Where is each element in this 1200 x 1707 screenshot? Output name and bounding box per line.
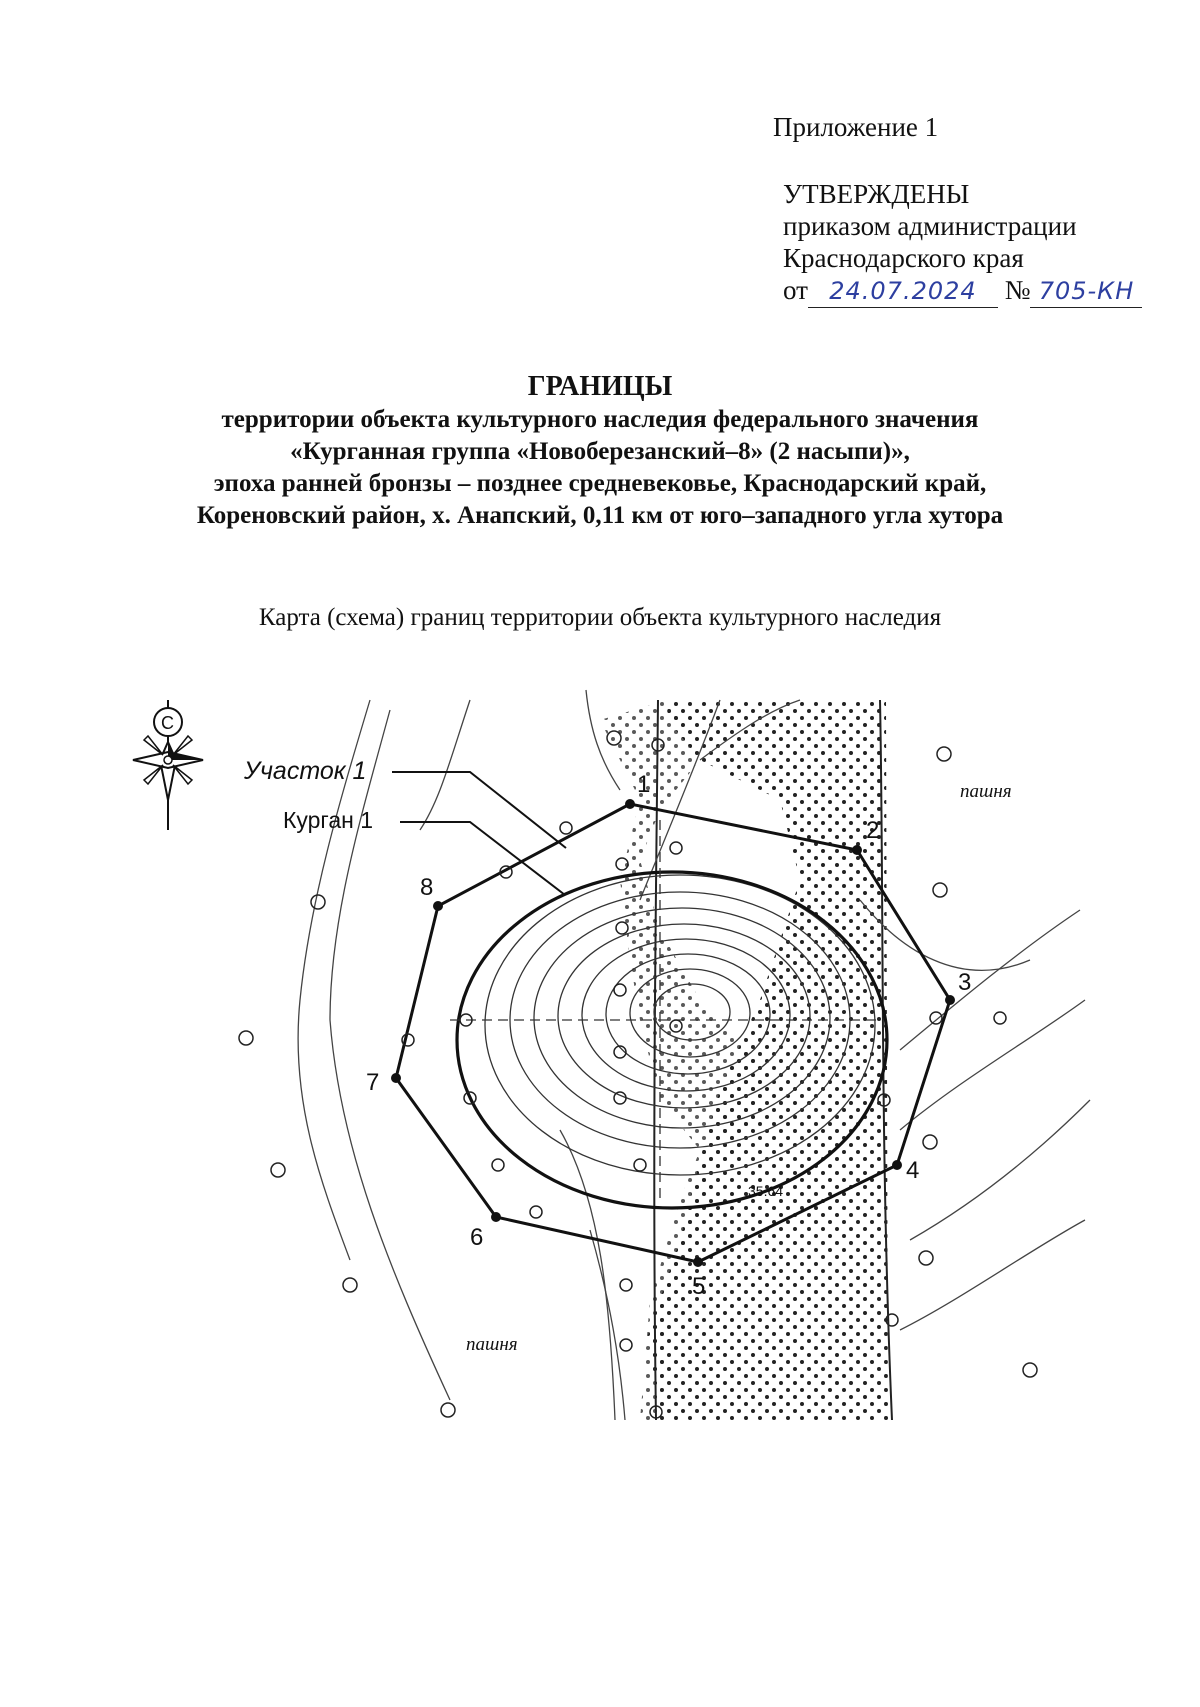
- point-label-1: 1: [637, 771, 651, 798]
- benchmark-marker: [614, 984, 626, 996]
- appendix-label: Приложение 1: [773, 112, 939, 142]
- date-prefix: от: [783, 275, 808, 305]
- boundary-point-6: [491, 1212, 501, 1222]
- point-label-3: 3: [958, 969, 972, 996]
- boundary-point-8: [433, 901, 443, 911]
- label-leaders: [392, 772, 566, 895]
- label-mound: Курган 1: [283, 807, 373, 833]
- benchmark-marker: [670, 842, 682, 854]
- number-handwritten: 705-КН: [1038, 277, 1135, 305]
- boundary-point-4: [892, 1160, 902, 1170]
- benchmark-marker: [343, 1278, 357, 1292]
- boundary-point-3: [945, 995, 955, 1005]
- approval-title: УТВЕРЖДЕНЫ: [783, 179, 970, 209]
- point-label-8: 8: [420, 874, 434, 901]
- benchmark-marker: [923, 1135, 937, 1149]
- boundary-point-5: [693, 1257, 703, 1267]
- benchmark-marker: [620, 1279, 632, 1291]
- title-line-4: Кореновский район, х. Анапский, 0,11 км от юго–западного угла хутора: [196, 502, 1004, 529]
- point-label-6: 6: [470, 1224, 484, 1251]
- field-label-bottom-left: пашня: [466, 1334, 518, 1355]
- map-subtitle: Карта (схема) границ территории объекта культурного наследия: [258, 604, 942, 631]
- benchmark-marker: [1023, 1363, 1037, 1377]
- boundary-point-1: [625, 799, 635, 809]
- benchmark-marker: [614, 1092, 626, 1104]
- field-label-top-right: пашня: [960, 781, 1012, 802]
- benchmark-marker: [933, 883, 947, 897]
- benchmark-marker: [492, 1159, 504, 1171]
- benchmark-marker: [239, 1031, 253, 1045]
- point-label-4: 4: [906, 1157, 920, 1184]
- benchmark-marker: [937, 747, 951, 761]
- compass-letter: С: [161, 713, 174, 733]
- compass-rose: [133, 700, 203, 830]
- approval-region: Краснодарского края: [783, 243, 1024, 273]
- point-label-7: 7: [366, 1069, 380, 1096]
- title-line-3: эпоха ранней бронзы – позднее средневековье, Краснодарский край,: [213, 470, 987, 497]
- benchmark-marker: [311, 895, 325, 909]
- benchmark-marker: [634, 1159, 646, 1171]
- benchmark-marker: [994, 1012, 1006, 1024]
- benchmark-marker: [620, 1339, 632, 1351]
- benchmark-marker: [919, 1251, 933, 1265]
- boundary-point-7: [391, 1073, 401, 1083]
- benchmark-marker: [271, 1163, 285, 1177]
- elevation-label: 35.64: [748, 1183, 784, 1199]
- date-handwritten: 24.07.2024: [829, 277, 977, 305]
- number-prefix: №: [1004, 275, 1031, 305]
- point-label-5: 5: [692, 1273, 706, 1300]
- benchmark-marker: [560, 822, 572, 834]
- approval-by-order: приказом администрации: [783, 211, 1077, 241]
- point-label-2: 2: [866, 817, 880, 844]
- title-line-1: территории объекта культурного наследия федерального значения: [221, 406, 979, 433]
- benchmark-marker: [530, 1206, 542, 1218]
- title-main: ГРАНИЦЫ: [527, 371, 673, 402]
- title-line-2: «Курганная группа «Новоберезанский–8» (2 насыпи)»,: [290, 438, 910, 465]
- benchmark-marker: [441, 1403, 455, 1417]
- benchmark-marker: [930, 1012, 942, 1024]
- boundary-point-2: [852, 845, 862, 855]
- label-site: Участок 1: [244, 757, 367, 785]
